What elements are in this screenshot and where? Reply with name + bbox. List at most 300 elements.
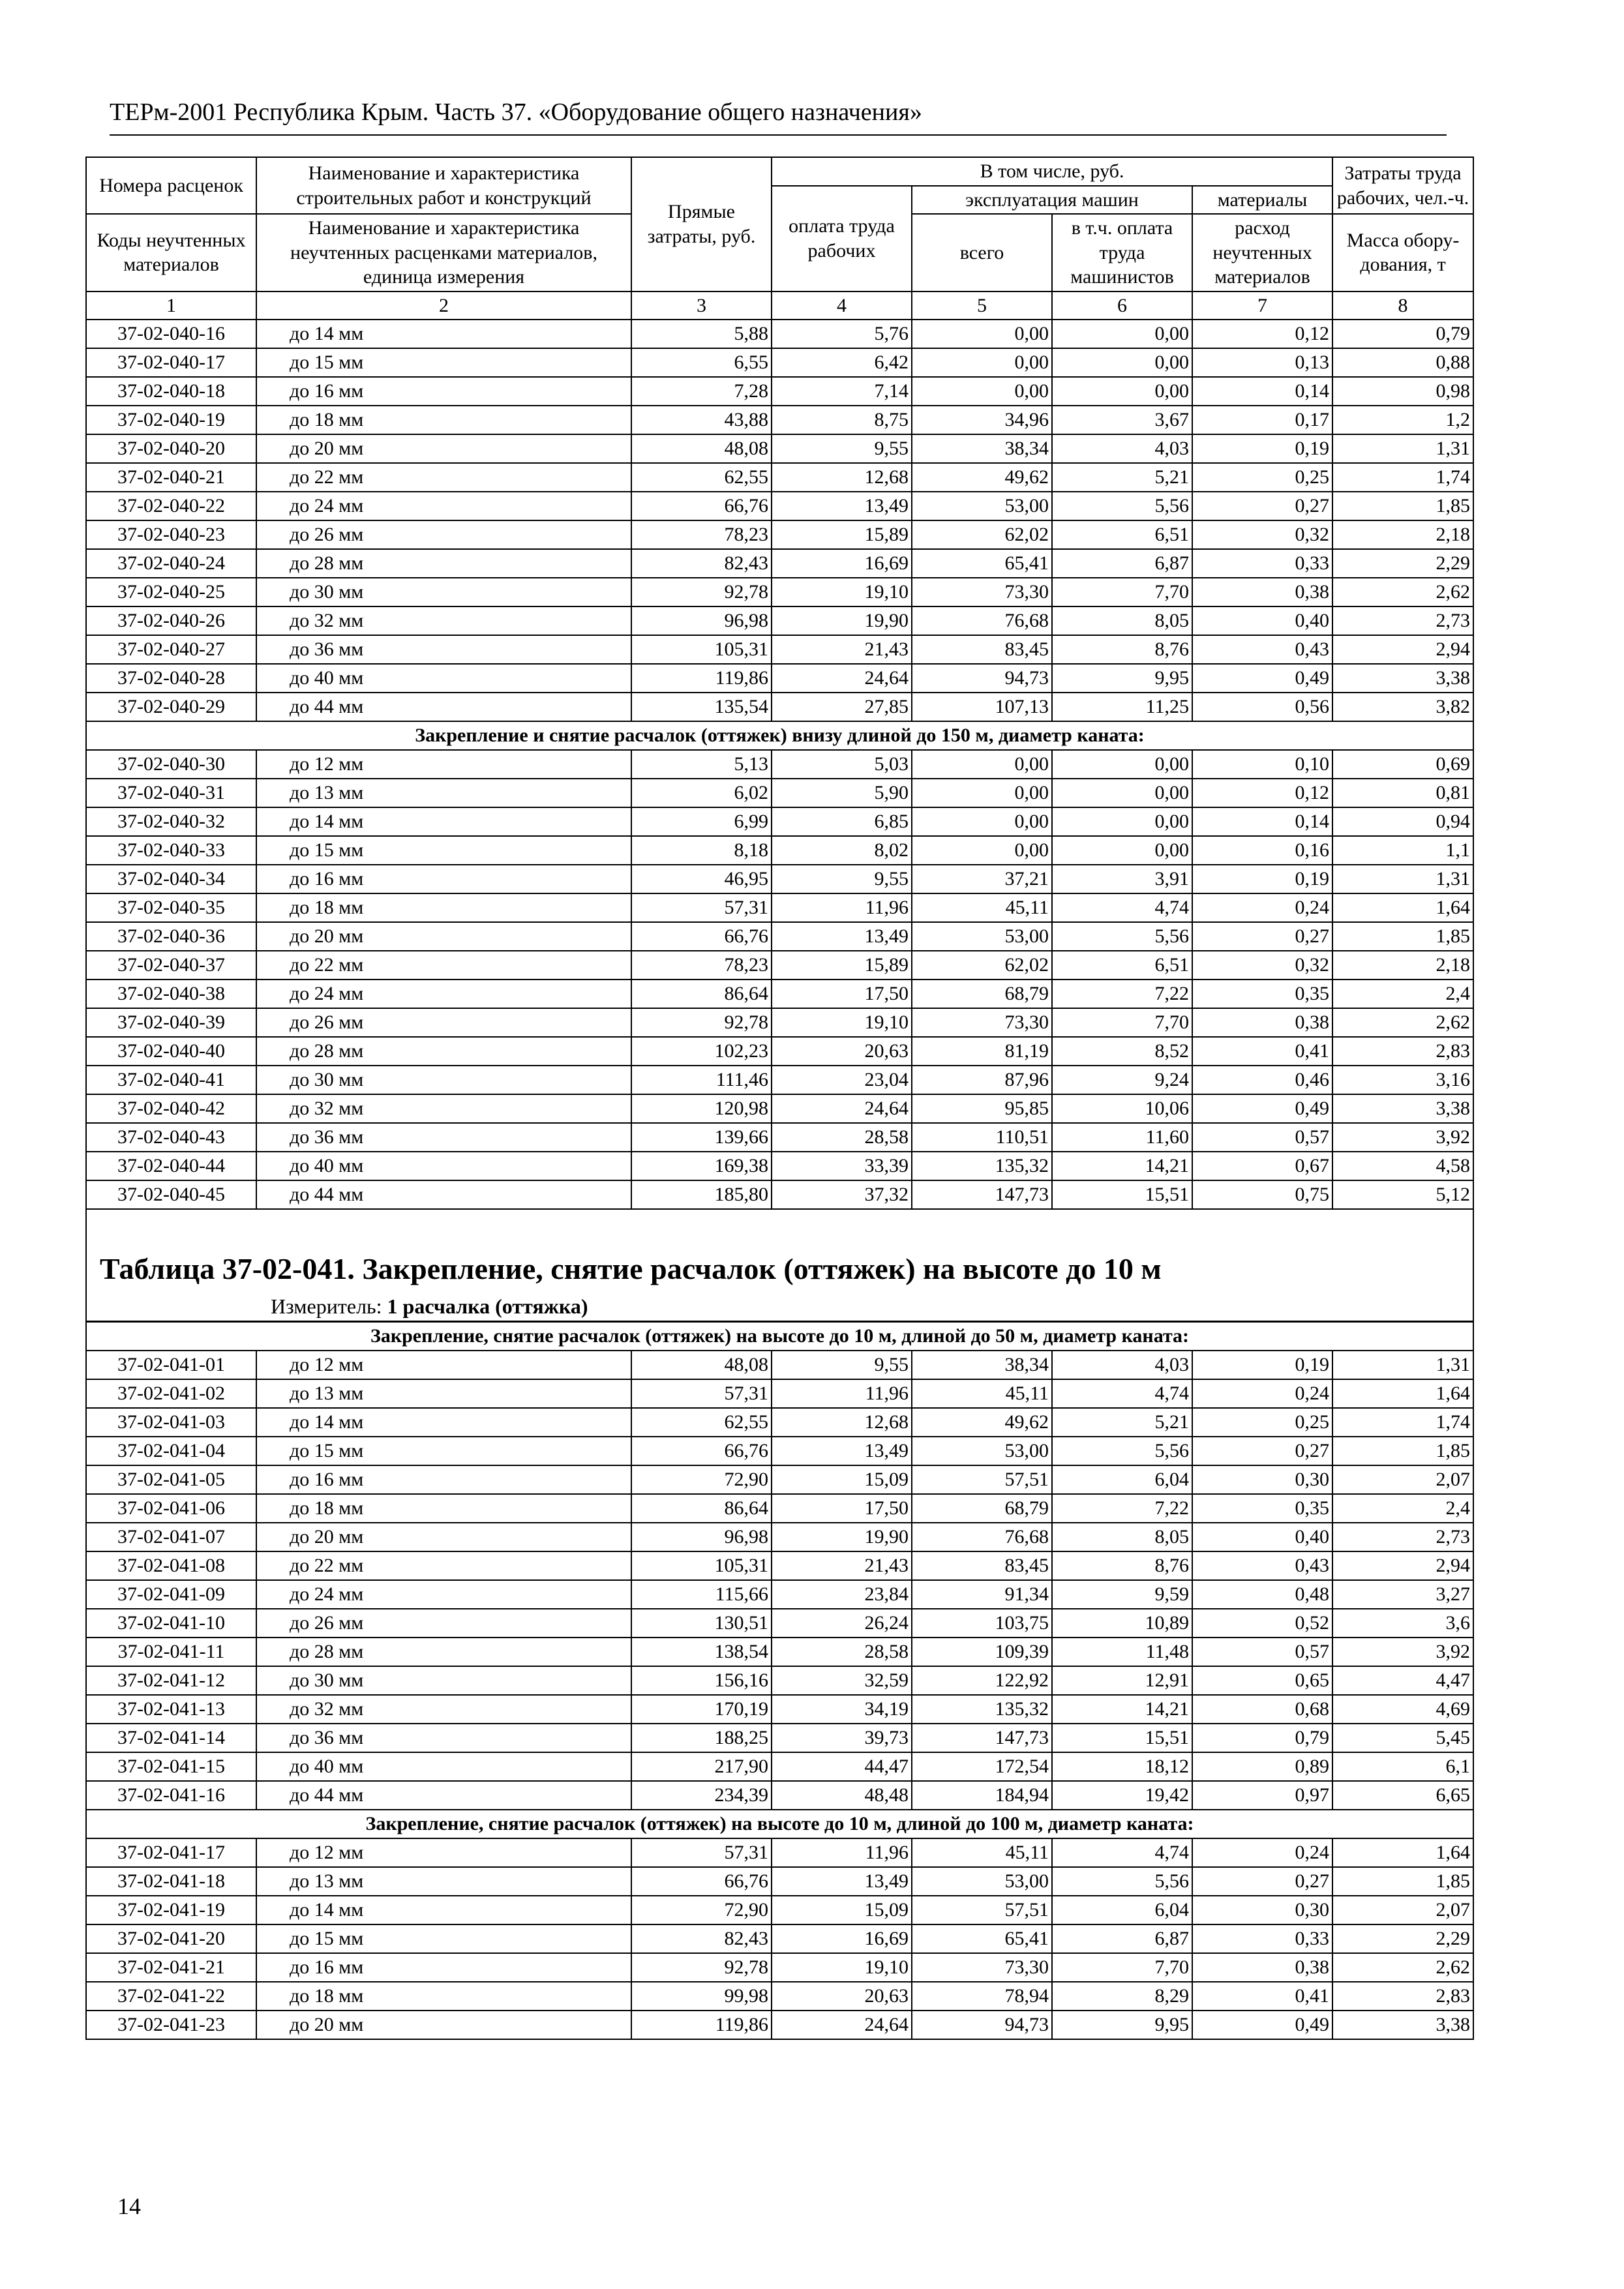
rate-code: 37-02-041-14 [86, 1724, 256, 1752]
operator-wages: 5,56 [1052, 1867, 1192, 1896]
worker-wages: 26,24 [772, 1609, 912, 1638]
operator-wages: 8,05 [1052, 1523, 1192, 1551]
table-row [86, 1152, 1473, 1180]
materials: 0,35 [1192, 1494, 1332, 1523]
direct-costs: 92,78 [631, 578, 772, 606]
worker-wages: 32,59 [772, 1666, 912, 1695]
rate-code: 37-02-040-40 [86, 1037, 256, 1066]
labor-hours: 2,4 [1332, 980, 1473, 1008]
worker-wages: 6,42 [772, 348, 912, 377]
direct-costs: 82,43 [631, 549, 772, 578]
worker-wages: 15,09 [772, 1896, 912, 1924]
worker-wages: 5,03 [772, 750, 912, 779]
operator-wages: 4,74 [1052, 893, 1192, 922]
operator-wages: 0,00 [1052, 836, 1192, 865]
direct-costs: 78,23 [631, 520, 772, 549]
materials: 0,79 [1192, 1724, 1332, 1752]
table-row [86, 779, 1473, 807]
rates-table [85, 157, 1474, 2040]
machines-total: 172,54 [912, 1752, 1052, 1781]
worker-wages: 15,09 [772, 1465, 912, 1494]
operator-wages: 6,51 [1052, 951, 1192, 980]
materials: 0,49 [1192, 2011, 1332, 2039]
machines-total: 94,73 [912, 664, 1052, 693]
worker-wages: 17,50 [772, 980, 912, 1008]
materials: 0,41 [1192, 1982, 1332, 2011]
materials: 0,46 [1192, 1066, 1332, 1094]
materials: 0,19 [1192, 865, 1332, 893]
operator-wages: 7,70 [1052, 1008, 1192, 1037]
rate-code: 37-02-040-33 [86, 836, 256, 865]
operator-wages: 8,52 [1052, 1037, 1192, 1066]
rate-name: до 24 мм [256, 1580, 631, 1609]
rate-code: 37-02-040-37 [86, 951, 256, 980]
materials: 0,65 [1192, 1666, 1332, 1695]
rate-name: до 14 мм [256, 320, 631, 348]
operator-wages: 18,12 [1052, 1752, 1192, 1781]
rate-code: 37-02-041-22 [86, 1982, 256, 2011]
machines-total: 83,45 [912, 1551, 1052, 1580]
table-row [86, 1351, 1473, 1379]
labor-hours: 0,98 [1332, 377, 1473, 406]
table-row [86, 750, 1473, 779]
table-row [86, 836, 1473, 865]
table-row [86, 578, 1473, 606]
table-row [86, 1724, 1473, 1752]
materials: 0,33 [1192, 1924, 1332, 1953]
machines-total: 110,51 [912, 1123, 1052, 1152]
worker-wages: 48,48 [772, 1781, 912, 1810]
table-row [86, 492, 1473, 520]
labor-hours: 3,6 [1332, 1609, 1473, 1638]
table-title-block [86, 1209, 1473, 1322]
operator-wages: 5,21 [1052, 463, 1192, 492]
materials: 0,52 [1192, 1609, 1332, 1638]
labor-hours: 2,18 [1332, 520, 1473, 549]
rate-name: до 36 мм [256, 1724, 631, 1752]
column-number: 1 [86, 292, 256, 320]
column-numbers-row [86, 292, 1473, 320]
direct-costs: 92,78 [631, 1008, 772, 1037]
rate-name: до 15 мм [256, 1437, 631, 1465]
direct-costs: 130,51 [631, 1609, 772, 1638]
header-including: В том числе, руб. [772, 157, 1332, 186]
table-row [86, 1123, 1473, 1152]
materials: 0,32 [1192, 951, 1332, 980]
labor-hours: 1,1 [1332, 836, 1473, 865]
header-labor: Затраты труда рабочих, чел.-ч. [1332, 157, 1473, 214]
rate-code: 37-02-041-20 [86, 1924, 256, 1953]
machines-total: 78,94 [912, 1982, 1052, 2011]
machines-total: 34,96 [912, 406, 1052, 434]
worker-wages: 13,49 [772, 922, 912, 951]
operator-wages: 8,76 [1052, 1551, 1192, 1580]
materials: 0,57 [1192, 1123, 1332, 1152]
table-row [86, 606, 1473, 635]
machines-total: 45,11 [912, 1379, 1052, 1408]
rate-code: 37-02-041-04 [86, 1437, 256, 1465]
header-work-name: Наименование и характеристика строительных работ и конструкций [256, 157, 631, 214]
table-row [86, 922, 1473, 951]
labor-hours: 2,62 [1332, 1953, 1473, 1982]
direct-costs: 43,88 [631, 406, 772, 434]
table-title-row [86, 1209, 1473, 1322]
direct-costs: 62,55 [631, 463, 772, 492]
machines-total: 76,68 [912, 1523, 1052, 1551]
direct-costs: 66,76 [631, 492, 772, 520]
operator-wages: 4,74 [1052, 1379, 1192, 1408]
rate-name: до 28 мм [256, 1638, 631, 1666]
measure-unit [87, 1296, 1473, 1317]
rate-name: до 28 мм [256, 549, 631, 578]
rate-code: 37-02-040-26 [86, 606, 256, 635]
worker-wages: 8,02 [772, 836, 912, 865]
materials: 0,35 [1192, 980, 1332, 1008]
machines-total: 109,39 [912, 1638, 1052, 1666]
rate-name: до 16 мм [256, 1465, 631, 1494]
direct-costs: 86,64 [631, 1494, 772, 1523]
rate-code: 37-02-040-39 [86, 1008, 256, 1037]
worker-wages: 15,89 [772, 951, 912, 980]
section-heading: Закрепление, снятие расчалок (оттяжек) на высоте до 10 м, длиной до 50 м, диаметр каната: [86, 1322, 1473, 1351]
table-row [86, 377, 1473, 406]
rate-name: до 36 мм [256, 1123, 631, 1152]
materials: 0,40 [1192, 1523, 1332, 1551]
materials: 0,24 [1192, 893, 1332, 922]
table-row [86, 1953, 1473, 1982]
materials: 0,19 [1192, 1351, 1332, 1379]
materials: 0,14 [1192, 807, 1332, 836]
direct-costs: 217,90 [631, 1752, 772, 1781]
worker-wages: 9,55 [772, 865, 912, 893]
table-row [86, 1781, 1473, 1810]
machines-total: 73,30 [912, 1953, 1052, 1982]
operator-wages: 9,95 [1052, 664, 1192, 693]
worker-wages: 19,10 [772, 1953, 912, 1982]
header-machines-total: всего [912, 214, 1052, 292]
machines-total: 45,11 [912, 1838, 1052, 1867]
rate-name: до 26 мм [256, 520, 631, 549]
worker-wages: 24,64 [772, 2011, 912, 2039]
table-row [86, 1867, 1473, 1896]
section-heading: Закрепление и снятие расчалок (оттяжек) внизу длиной до 150 м, диаметр каната: [86, 721, 1473, 750]
operator-wages: 6,04 [1052, 1465, 1192, 1494]
table-row [86, 406, 1473, 434]
labor-hours: 2,83 [1332, 1037, 1473, 1066]
materials: 0,49 [1192, 664, 1332, 693]
materials: 0,27 [1192, 1867, 1332, 1896]
materials: 0,14 [1192, 377, 1332, 406]
labor-hours: 1,85 [1332, 922, 1473, 951]
section-heading-row [86, 1322, 1473, 1351]
table-row [86, 807, 1473, 836]
labor-hours: 5,45 [1332, 1724, 1473, 1752]
worker-wages: 9,55 [772, 434, 912, 463]
worker-wages: 12,68 [772, 463, 912, 492]
operator-wages: 6,51 [1052, 520, 1192, 549]
header-material-consumption: расход неучтенных материалов [1192, 214, 1332, 292]
operator-wages: 3,91 [1052, 865, 1192, 893]
worker-wages: 23,84 [772, 1580, 912, 1609]
machines-total: 65,41 [912, 1924, 1052, 1953]
measure-value: 1 расчалка (оттяжка) [387, 1294, 588, 1318]
table-row [86, 1408, 1473, 1437]
rate-name: до 15 мм [256, 348, 631, 377]
direct-costs: 57,31 [631, 1379, 772, 1408]
rate-name: до 12 мм [256, 1838, 631, 1867]
materials: 0,27 [1192, 922, 1332, 951]
machines-total: 65,41 [912, 549, 1052, 578]
section-heading: Закрепление, снятие расчалок (оттяжек) на высоте до 10 м, длиной до 100 м, диаметр каната: [86, 1810, 1473, 1838]
materials: 0,12 [1192, 320, 1332, 348]
worker-wages: 24,64 [772, 664, 912, 693]
header-material-name: Наименование и характеристика неучтенных расценками материалов, единица измерения [256, 214, 631, 292]
machines-total: 0,00 [912, 836, 1052, 865]
column-number: 5 [912, 292, 1052, 320]
labor-hours: 1,64 [1332, 1379, 1473, 1408]
direct-costs: 102,23 [631, 1037, 772, 1066]
rate-name: до 20 мм [256, 1523, 631, 1551]
machines-total: 0,00 [912, 320, 1052, 348]
labor-hours: 5,12 [1332, 1180, 1473, 1209]
direct-costs: 119,86 [631, 2011, 772, 2039]
rate-code: 37-02-040-30 [86, 750, 256, 779]
direct-costs: 99,98 [631, 1982, 772, 2011]
rate-code: 37-02-040-42 [86, 1094, 256, 1123]
worker-wages: 19,10 [772, 578, 912, 606]
machines-total: 0,00 [912, 348, 1052, 377]
table-row [86, 549, 1473, 578]
direct-costs: 8,18 [631, 836, 772, 865]
materials: 0,43 [1192, 635, 1332, 664]
materials: 0,30 [1192, 1465, 1332, 1494]
materials: 0,43 [1192, 1551, 1332, 1580]
materials: 0,25 [1192, 1408, 1332, 1437]
operator-wages: 19,42 [1052, 1781, 1192, 1810]
machines-total: 107,13 [912, 693, 1052, 721]
materials: 0,57 [1192, 1638, 1332, 1666]
labor-hours: 2,29 [1332, 1924, 1473, 1953]
worker-wages: 33,39 [772, 1152, 912, 1180]
direct-costs: 62,55 [631, 1408, 772, 1437]
materials: 0,33 [1192, 549, 1332, 578]
worker-wages: 24,64 [772, 1094, 912, 1123]
rate-code: 37-02-040-16 [86, 320, 256, 348]
direct-costs: 92,78 [631, 1953, 772, 1982]
rate-name: до 24 мм [256, 980, 631, 1008]
labor-hours: 2,18 [1332, 951, 1473, 980]
worker-wages: 5,76 [772, 320, 912, 348]
rate-name: до 13 мм [256, 779, 631, 807]
operator-wages: 5,21 [1052, 1408, 1192, 1437]
rate-name: до 15 мм [256, 1924, 631, 1953]
rate-code: 37-02-041-16 [86, 1781, 256, 1810]
rate-code: 37-02-041-03 [86, 1408, 256, 1437]
labor-hours: 2,94 [1332, 1551, 1473, 1580]
rate-name: до 18 мм [256, 406, 631, 434]
rate-code: 37-02-040-24 [86, 549, 256, 578]
machines-total: 0,00 [912, 750, 1052, 779]
rate-code: 37-02-041-02 [86, 1379, 256, 1408]
table-row [86, 1695, 1473, 1724]
header-operator-wages: в т.ч. оплата труда машинистов [1052, 214, 1192, 292]
operator-wages: 4,03 [1052, 1351, 1192, 1379]
rate-name: до 26 мм [256, 1609, 631, 1638]
machines-total: 122,92 [912, 1666, 1052, 1695]
machines-total: 147,73 [912, 1724, 1052, 1752]
table-row [86, 980, 1473, 1008]
worker-wages: 28,58 [772, 1123, 912, 1152]
labor-hours: 3,38 [1332, 1094, 1473, 1123]
rate-name: до 44 мм [256, 1781, 631, 1810]
operator-wages: 0,00 [1052, 750, 1192, 779]
worker-wages: 8,75 [772, 406, 912, 434]
table-row [86, 1609, 1473, 1638]
machines-total: 37,21 [912, 865, 1052, 893]
worker-wages: 11,96 [772, 1379, 912, 1408]
table-row [86, 1982, 1473, 2011]
rate-name: до 40 мм [256, 1752, 631, 1781]
labor-hours: 2,94 [1332, 635, 1473, 664]
labor-hours: 2,4 [1332, 1494, 1473, 1523]
rate-name: до 22 мм [256, 463, 631, 492]
rate-name: до 13 мм [256, 1379, 631, 1408]
operator-wages: 9,24 [1052, 1066, 1192, 1094]
rate-name: до 22 мм [256, 951, 631, 980]
rate-name: до 18 мм [256, 1982, 631, 2011]
labor-hours: 3,92 [1332, 1123, 1473, 1152]
worker-wages: 7,14 [772, 377, 912, 406]
rate-name: до 12 мм [256, 750, 631, 779]
operator-wages: 0,00 [1052, 348, 1192, 377]
rate-code: 37-02-040-25 [86, 578, 256, 606]
worker-wages: 13,49 [772, 492, 912, 520]
rate-code: 37-02-040-22 [86, 492, 256, 520]
rate-name: до 24 мм [256, 492, 631, 520]
direct-costs: 66,76 [631, 1867, 772, 1896]
column-number: 4 [772, 292, 912, 320]
labor-hours: 3,92 [1332, 1638, 1473, 1666]
table-row [86, 1094, 1473, 1123]
section-heading-row [86, 1810, 1473, 1838]
table-row [86, 1838, 1473, 1867]
operator-wages: 6,04 [1052, 1896, 1192, 1924]
machines-total: 49,62 [912, 1408, 1052, 1437]
operator-wages: 0,00 [1052, 779, 1192, 807]
operator-wages: 7,22 [1052, 980, 1192, 1008]
rate-code: 37-02-040-32 [86, 807, 256, 836]
labor-hours: 3,38 [1332, 664, 1473, 693]
rate-name: до 18 мм [256, 893, 631, 922]
table-row [86, 1066, 1473, 1094]
operator-wages: 10,06 [1052, 1094, 1192, 1123]
materials: 0,25 [1192, 463, 1332, 492]
labor-hours: 2,83 [1332, 1982, 1473, 2011]
materials: 0,32 [1192, 520, 1332, 549]
table-row [86, 893, 1473, 922]
header-rule [110, 134, 1447, 136]
rate-name: до 20 мм [256, 2011, 631, 2039]
labor-hours: 2,73 [1332, 606, 1473, 635]
machines-total: 81,19 [912, 1037, 1052, 1066]
table-row [86, 1465, 1473, 1494]
operator-wages: 7,70 [1052, 578, 1192, 606]
materials: 0,38 [1192, 1953, 1332, 1982]
worker-wages: 13,49 [772, 1437, 912, 1465]
worker-wages: 28,58 [772, 1638, 912, 1666]
labor-hours: 1,85 [1332, 1437, 1473, 1465]
table-row [86, 1752, 1473, 1781]
direct-costs: 57,31 [631, 1838, 772, 1867]
worker-wages: 5,90 [772, 779, 912, 807]
column-number: 3 [631, 292, 772, 320]
table-row [86, 1494, 1473, 1523]
machines-total: 0,00 [912, 779, 1052, 807]
materials: 0,10 [1192, 750, 1332, 779]
rate-name: до 14 мм [256, 1896, 631, 1924]
page-number: 14 [117, 2193, 141, 2219]
rate-name: до 44 мм [256, 1180, 631, 1209]
materials: 0,27 [1192, 1437, 1332, 1465]
rate-code: 37-02-041-01 [86, 1351, 256, 1379]
labor-hours: 1,64 [1332, 893, 1473, 922]
operator-wages: 7,22 [1052, 1494, 1192, 1523]
worker-wages: 9,55 [772, 1351, 912, 1379]
rate-code: 37-02-040-45 [86, 1180, 256, 1209]
worker-wages: 39,73 [772, 1724, 912, 1752]
measure-label: Измеритель: [271, 1294, 382, 1318]
machines-total: 73,30 [912, 578, 1052, 606]
machines-total: 83,45 [912, 635, 1052, 664]
column-number: 8 [1332, 292, 1473, 320]
direct-costs: 6,55 [631, 348, 772, 377]
rate-code: 37-02-040-17 [86, 348, 256, 377]
operator-wages: 14,21 [1052, 1152, 1192, 1180]
direct-costs: 139,66 [631, 1123, 772, 1152]
operator-wages: 9,95 [1052, 2011, 1192, 2039]
direct-costs: 86,64 [631, 980, 772, 1008]
operator-wages: 0,00 [1052, 377, 1192, 406]
running-head: ТЕРм-2001 Республика Крым. Часть 37. «Оборудование общего назначения» [110, 98, 922, 126]
rate-code: 37-02-040-43 [86, 1123, 256, 1152]
worker-wages: 17,50 [772, 1494, 912, 1523]
labor-hours: 1,85 [1332, 492, 1473, 520]
labor-hours: 1,31 [1332, 434, 1473, 463]
machines-total: 38,34 [912, 1351, 1052, 1379]
machines-total: 103,75 [912, 1609, 1052, 1638]
rate-code: 37-02-041-08 [86, 1551, 256, 1580]
labor-hours: 4,69 [1332, 1695, 1473, 1724]
table-row [86, 635, 1473, 664]
direct-costs: 48,08 [631, 434, 772, 463]
materials: 0,24 [1192, 1379, 1332, 1408]
rate-name: до 22 мм [256, 1551, 631, 1580]
table-row [86, 664, 1473, 693]
rate-code: 37-02-040-44 [86, 1152, 256, 1180]
table-row [86, 320, 1473, 348]
table-row [86, 520, 1473, 549]
rate-name: до 26 мм [256, 1008, 631, 1037]
direct-costs: 138,54 [631, 1638, 772, 1666]
rate-name: до 20 мм [256, 922, 631, 951]
header-direct-costs: Прямые затраты, руб. [631, 157, 772, 292]
rate-name: до 36 мм [256, 635, 631, 664]
machines-total: 94,73 [912, 2011, 1052, 2039]
direct-costs: 234,39 [631, 1781, 772, 1810]
labor-hours: 1,85 [1332, 1867, 1473, 1896]
rate-name: до 16 мм [256, 377, 631, 406]
rate-name: до 30 мм [256, 578, 631, 606]
